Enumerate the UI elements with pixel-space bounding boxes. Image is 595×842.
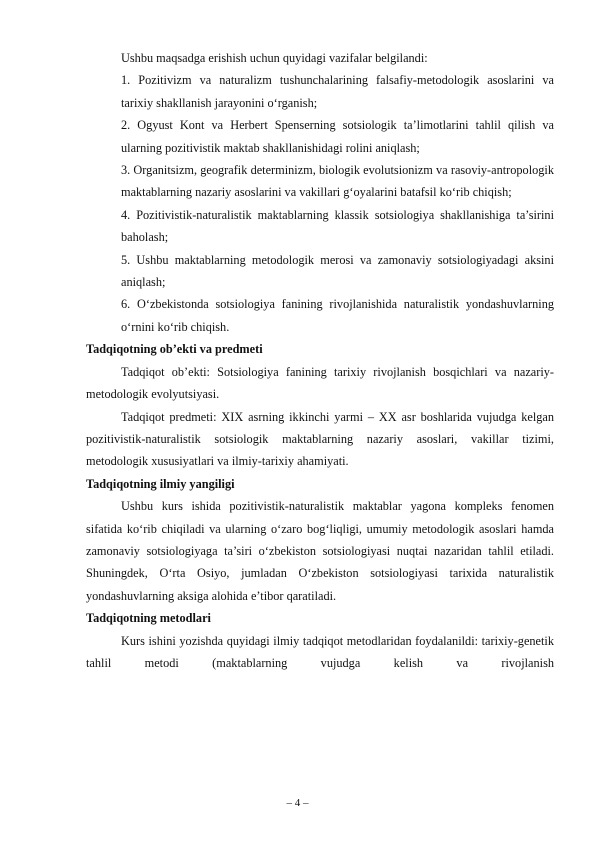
methods-paragraph: Kurs ishini yozishda quyidagi ilmiy tadqiqot metodlaridan foydalanildi: tarixiy-genetik tahlil metodi (maktablarning vujudga kelish va rivojlanish [86, 633, 554, 670]
task-item-5: 5. Ushbu maktablarning metodologik merosi va zamonaviy sotsiologiyadagi aksini aniqlash; [121, 252, 554, 290]
task-item-4: 4. Pozitivistik-naturalistik maktablarning klassik sotsiologiya shakllanishiga ta’sirini baholash; [121, 207, 554, 245]
section-heading-novelty: Tadqiqotning ilmiy yangiligi [86, 476, 235, 491]
research-object-paragraph: Tadqiqot ob’ekti: Sotsiologiya fanining tarixiy rivojlanish bosqichlari va nazariy-metodologik evolyutsiyasi. [86, 364, 554, 402]
section-heading-methods: Tadqiqotning metodlari [86, 611, 211, 626]
task-item-3: 3. Organitsizm, geografik determinizm, biologik evolutsionizm va rasoviy-antropologik maktablarning nazariy asoslarini va vakillari g‘oyalarini batafsil ko‘rib chiqish; [121, 163, 554, 200]
page-body [86, 47, 554, 674]
page-number: – 4 – [286, 797, 309, 809]
task-item-2: 2. Ogyust Kont va Herbert Spenserning sotsiologik ta’limotlarini tahlil qilish va ularning pozitivistik maktab shakllanishidagi rolini aniqlash; [121, 118, 554, 155]
tasks-list [86, 69, 554, 338]
task-item-6: 6. O‘zbekistonda sotsiologiya fanining rivojlanishida naturalistik yondashuvlarning o‘rnini ko‘rib chiqish. [121, 297, 554, 334]
task-item-1: 1. Pozitivizm va naturalizm tushunchalarining falsafiy-metodologik asoslarini va tarixiy shakllanish jarayonini o‘rganish; [121, 73, 554, 110]
intro-paragraph: Ushbu maqsadga erishish uchun quyidagi vazifalar belgilandi: [121, 51, 428, 65]
novelty-paragraph: Ushbu kurs ishida pozitivistik-naturalistik maktablar yagona kompleks fenomen sifatida ko‘rib chiqiladi va ularning o‘zaro bog‘liqligi, umumiy metodologik asoslari hamda zamonaviy sotsiologiyaga ta’siri o‘zbekiston sotsiologiyasi nuqtai nazaridan tahlil etiladi. Shuningdek, O‘rta Osiyo, jumladan O‘zbekiston sotsiologiyasi tarixida naturalistik yondashuvlarning aksiga alohida e’tibor qaratiladi. [86, 499, 554, 603]
section-heading-object-subject: Tadqiqotning ob’ekti va predmeti [86, 342, 263, 357]
research-subject-paragraph: Tadqiqot predmeti: XIX asrning ikkinchi yarmi – XX asr boshlarida vujudga kelgan pozitivistik-naturalistik sotsiologik maktablarning nazariy asoslari, vakillar tizimi, metodologik xususiyatlari va ilmiy-tarixiy ahamiyati. [86, 409, 554, 469]
